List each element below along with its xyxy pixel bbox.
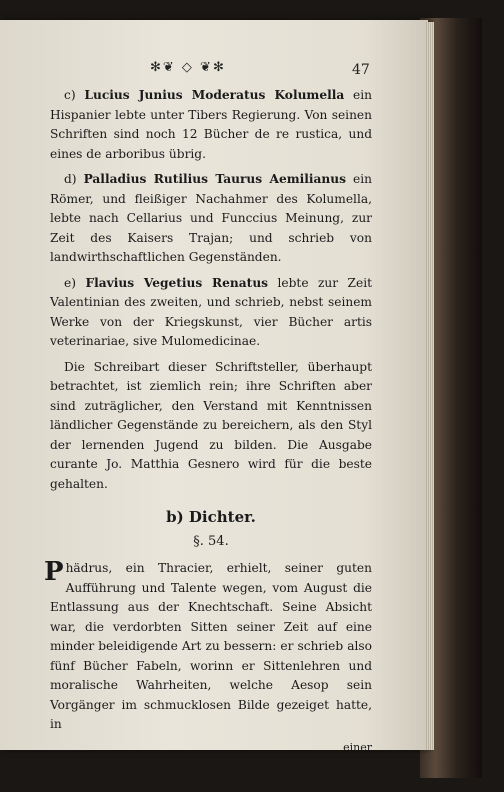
- footnote-text: ein Hispanier lebte unter Tibers Regierung. Von seinen Schriften sind noch 12 Bücher de re rustica, und eines de arboribus übrig.: [50, 88, 373, 161]
- footnote-d: [50, 170, 372, 268]
- footnote-marker: c): [64, 88, 76, 102]
- paragraph-text: hädrus, ein Thracier, erhielt, seiner guten Aufführung und Talente wegen, vom August die Entlassung aus der Knechtschaft. Seine Absicht war, die verdorbten Sitten seiner Zeit auf eine minder beleidigende Art zu bessern: er schrieb also fünf Bücher Fabeln, worinn er Sittenlehren und moralische Wahrheiten, welche Aesop sein Vorgänger im schmucklosen Bilde gezeiget hatte, in: [50, 561, 372, 731]
- body-paragraph-2: [44, 557, 372, 735]
- footnote-text: ein Römer, und fleißiger Nachahmer des Kolumella, lebte nach Cellarius und Funccius Meinung, zur Zeit des Kaisers Trajan; und schrieb von landwirthschaftlichen Gegenständen.: [50, 172, 372, 264]
- footnote-marker: e): [64, 275, 76, 290]
- footnote-c: [50, 86, 372, 164]
- body-paragraph-1: Die Schreibart dieser Schriftsteller, überhaupt betrachtet, ist ziemlich rein; ihre Schriften aber sind zuträglicher, den Verstand mit Kenntnissen ländlicher Gegenstände zu bereichern, als den Styl der lernenden Jugend zu bilden. Die Ausgabe curante Jo. Matthia Gesnero wird für die beste gehalten.: [50, 359, 372, 491]
- catchword: einer: [343, 740, 372, 750]
- book-page: [0, 20, 428, 750]
- drop-cap: P: [44, 557, 64, 587]
- footnote-text: lebte zur Zeit Valentinian des zweiten, und schrieb, nebst seinem Werke von der Kriegskunst, vier Bücher artis veterinariae, sive Mulomedicinae.: [50, 275, 373, 348]
- section-number: §. 54.: [193, 533, 229, 549]
- page-text: [44, 86, 373, 750]
- footnote-name: Flavius Vegetius Renatus: [85, 275, 269, 290]
- footnote-name: Lucius Junius Moderatus Kolumella: [84, 88, 345, 102]
- footnote-e: [50, 274, 372, 352]
- header-ornament: ✻❦ ◇ ❦✻: [150, 60, 226, 75]
- page-edges: [426, 22, 434, 750]
- footnote-marker: d): [64, 172, 77, 186]
- section-heading: b) Dichter.: [166, 508, 256, 526]
- footnote-name: Palladius Rutilius Taurus Aemilianus: [83, 172, 347, 186]
- page-number: 47: [352, 62, 370, 78]
